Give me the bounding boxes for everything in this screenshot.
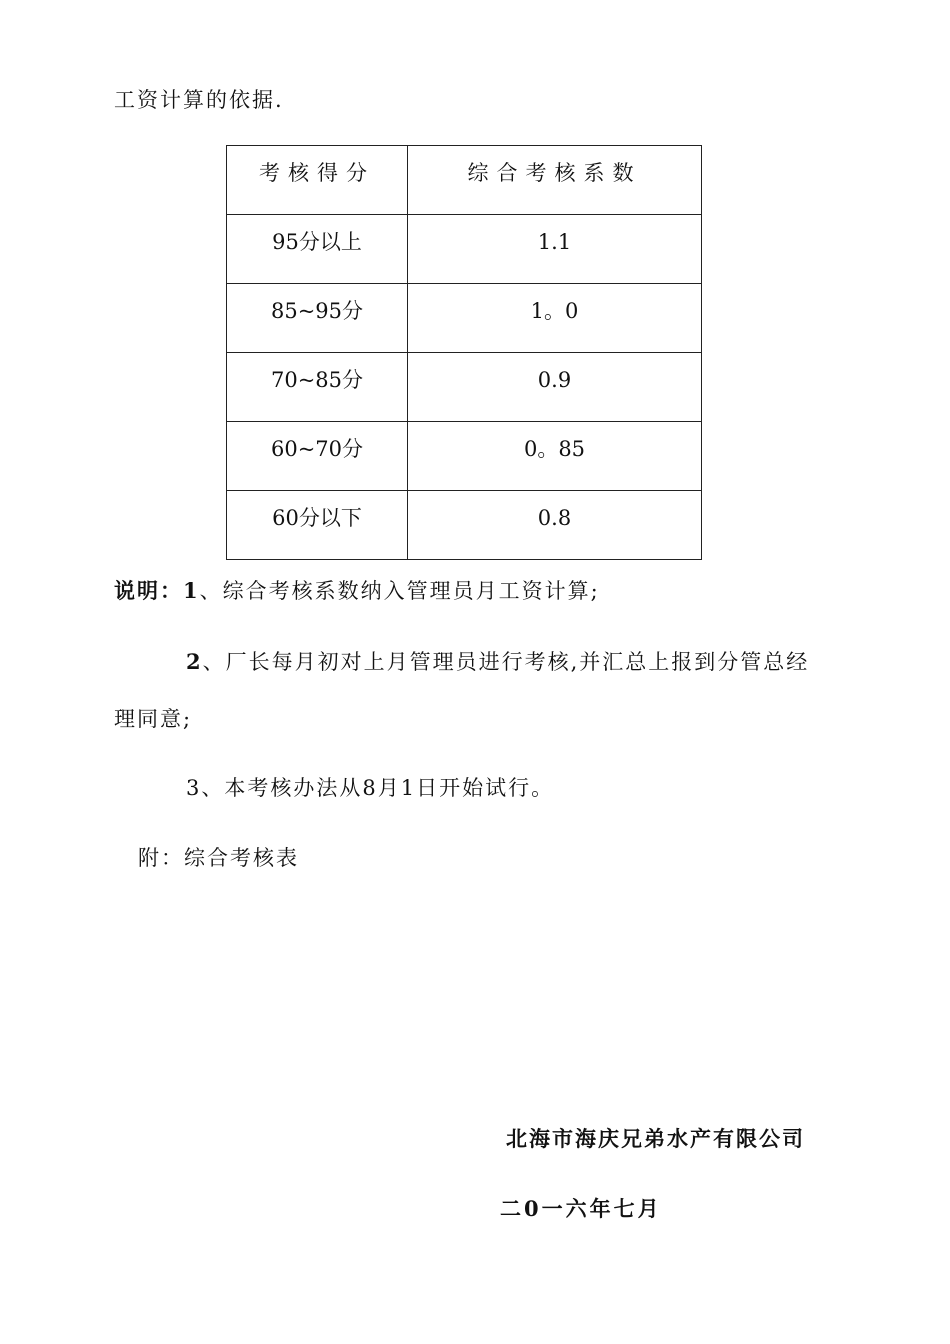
score-coefficient-table [226,145,702,560]
intro-text: 工资计算的依据. [114,88,284,112]
cell-score: 70~85分 [227,353,408,422]
cell-coefficient: 0.9 [408,353,702,422]
signature-date: 二0一六年七月 [500,1196,662,1221]
header-coefficient: 综合考核系数 [408,146,702,215]
appendix-note: 附：综合考核表 [138,846,299,870]
table-row [227,353,702,422]
note-item-2 [186,648,809,676]
cell-score: 60~70分 [227,422,408,491]
note-item-2-continuation: 理同意; [114,707,193,731]
table-header-row [227,146,702,215]
table-row [227,422,702,491]
cell-coefficient: 0.8 [408,491,702,560]
note-item-1-number: 1 [183,578,200,603]
cell-coefficient: 0。85 [408,422,702,491]
cell-score: 85~95分 [227,284,408,353]
note-item-1 [114,577,600,605]
cell-coefficient: 1.1 [408,215,702,284]
cell-score: 60分以下 [227,491,408,560]
company-signature: 北海市海庆兄弟水产有限公司 [506,1126,805,1151]
note-item-2-text: 、厂长每月初对上月管理员进行考核,并汇总上报到分管总经 [202,650,810,674]
cell-score: 95分以上 [227,215,408,284]
note-label: 说明： [114,578,183,603]
table-row [227,215,702,284]
note-item-3: 3、本考核办法从8月1日开始试行。 [186,776,555,800]
header-score: 考核得分 [227,146,408,215]
note-item-1-text: 、综合考核系数纳入管理员月工资计算; [199,579,600,603]
table-row [227,284,702,353]
cell-coefficient: 1。0 [408,284,702,353]
table-row [227,491,702,560]
note-item-2-number: 2 [186,649,203,674]
